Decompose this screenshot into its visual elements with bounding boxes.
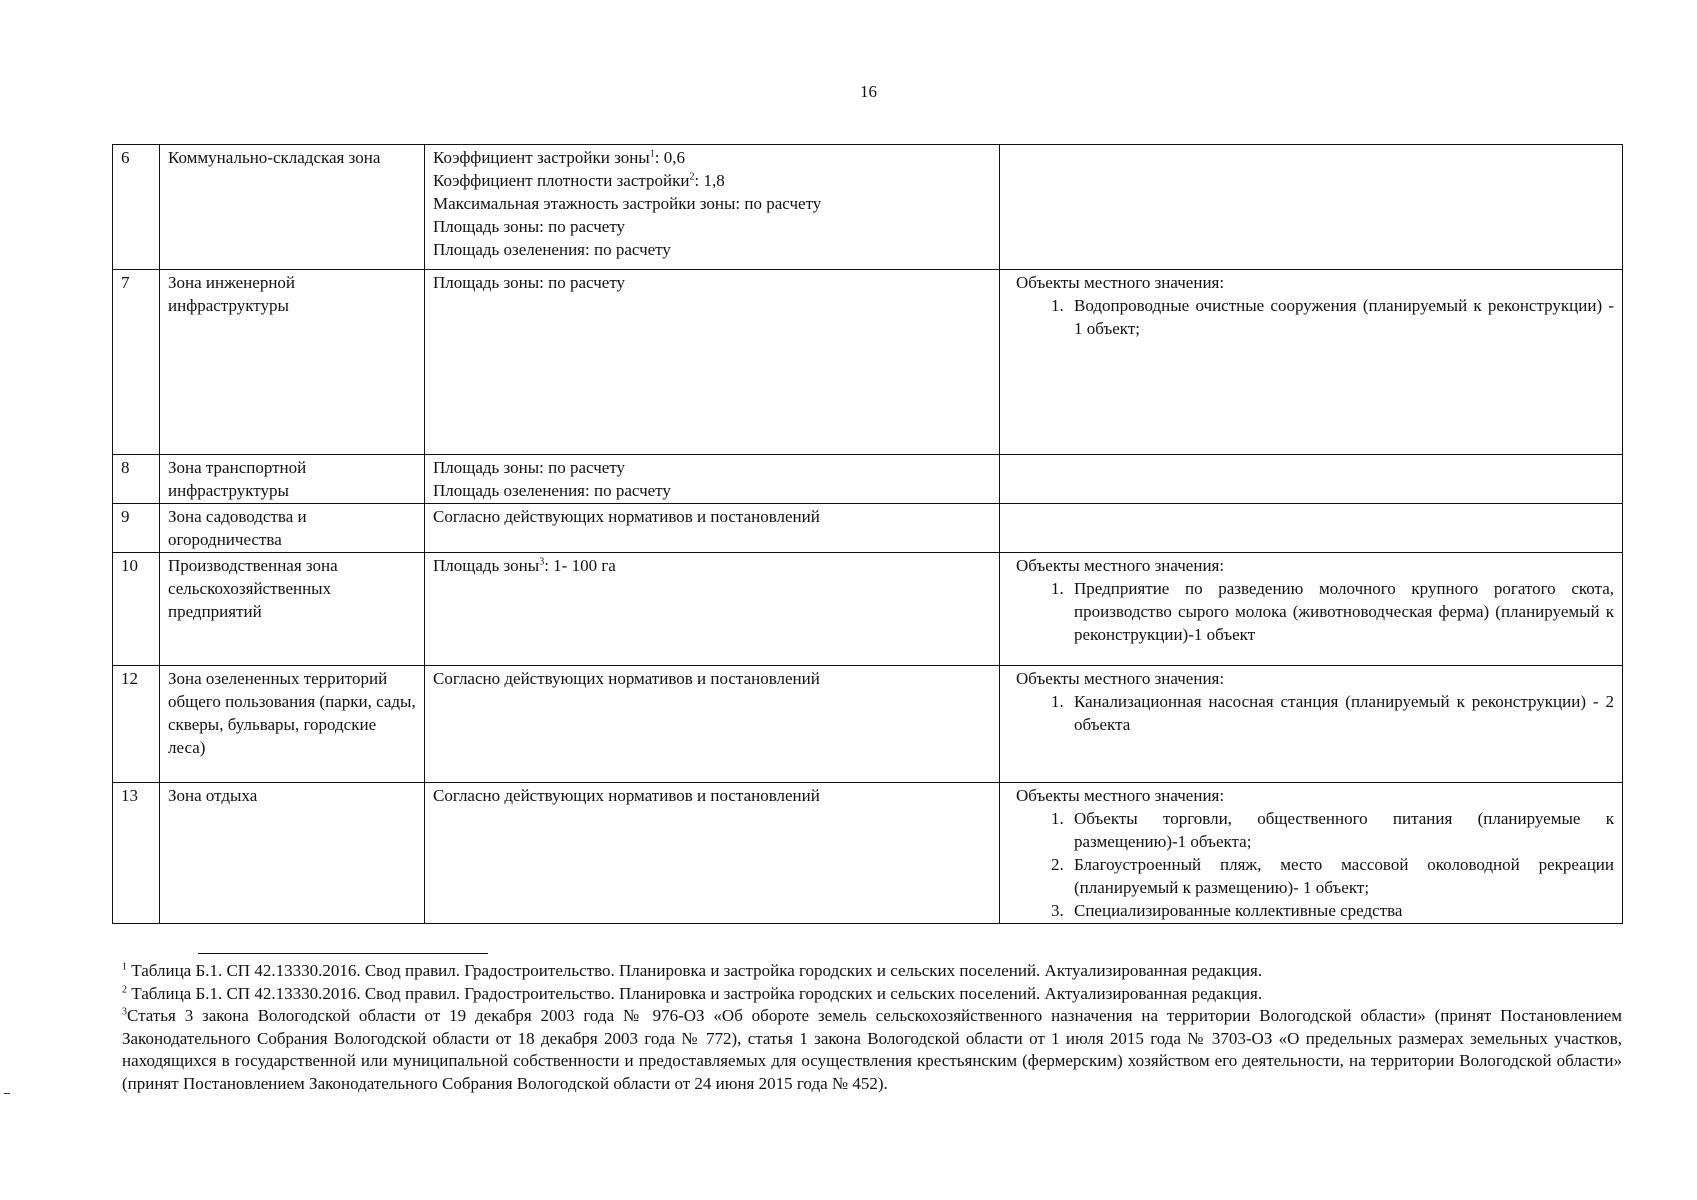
objects-list (1008, 807, 1614, 922)
footnote-ref: 3 (539, 556, 545, 568)
row-number: 8 (113, 455, 160, 504)
parameter-line (433, 784, 991, 807)
footnote-ref: 2 (689, 171, 695, 183)
footnote-text: Таблица Б.1. СП 42.13330.2016. Свод правил. Градостроительство. Планировка и застройка городских и сельских поселений. Актуализированная редакция. (127, 983, 1263, 1003)
zone-parameters (425, 783, 1000, 924)
objects-title: Объекты местного значения: (1016, 556, 1225, 575)
table-row (113, 270, 1623, 455)
object-item: 1. Предприятие по разведению молочного крупного рогатого скота, производство сырого молока (животноводческая ферма) (планируемый к реконструкции)-1 объект (1068, 577, 1614, 646)
parameter-text: Максимальная этажность застройки зоны: по расчету (433, 194, 822, 213)
zone-name: Зона садоводства и огородничества (160, 504, 425, 553)
zone-parameters (425, 455, 1000, 504)
table-row (113, 783, 1623, 924)
row-number: 9 (113, 504, 160, 553)
footnote-mark: 1 (122, 961, 127, 973)
table-row (113, 145, 1623, 270)
parameter-text: Коэффициент плотности застройки (433, 171, 690, 190)
footnote-mark: 3 (122, 1006, 127, 1018)
page-number: 16 (860, 82, 877, 101)
parameter-text: Согласно действующих нормативов и постановлений (433, 669, 820, 688)
zone-parameters (425, 666, 1000, 783)
parameter-text: Коэффициент застройки зоны (433, 148, 650, 167)
parameter-line (433, 192, 991, 215)
parameter-text: Площадь озеленения: по расчету (433, 481, 671, 500)
table-row (113, 553, 1623, 666)
object-item: 1. Канализационная насосная станция (планируемый к реконструкции) - 2 объекта (1068, 690, 1614, 736)
row-number: 13 (113, 783, 160, 924)
parameter-text: Площадь зоны: по расчету (433, 273, 626, 292)
parameter-value: : 1- 100 га (544, 556, 616, 575)
object-item: 1. Водопроводные очистные сооружения (планируемый к реконструкции) - 1 объект; (1068, 294, 1614, 340)
row-number: 12 (113, 666, 160, 783)
zone-name: Зона инженерной инфраструктуры (160, 270, 425, 455)
row-number: 6 (113, 145, 160, 270)
zone-parameters (425, 553, 1000, 666)
footnotes (122, 960, 1622, 1095)
local-objects (1000, 455, 1623, 504)
zone-name: Коммунально-складская зона (160, 145, 425, 270)
parameter-line (433, 215, 991, 238)
objects-title: Объекты местного значения: (1016, 786, 1225, 805)
parameter-line (433, 667, 991, 690)
footnote-text: Статья 3 закона Вологодской области от 19 декабря 2003 года № 976-ОЗ «Об обороте земель сельскохозяйственного назначения на территории Вологодской области» (принят Постановлением Законодательного Собрания Вологодской области от 18 декабря 2003 года № 772), статья 1 закона Вологодской области от 1 июля 2015 года № 3703-ОЗ «О предельных размерах земельных участков, находящихся в государственной или муниципальной собственности и предоставляемых для осуществления крестьянским (фермерским) хозяйством его деятельности, на территории Вологодской области» (принят Постановлением Законодательного Собрания Вологодской области от 24 июня 2015 года № 452). (122, 1006, 1622, 1093)
parameter-text: Площадь зоны: по расчету (433, 217, 626, 236)
parameter-value: : 0,6 (654, 148, 685, 167)
parameter-line (433, 271, 991, 294)
zones-table-body (113, 145, 1623, 924)
zone-name: Производственная зона сельскохозяйственных предприятий (160, 553, 425, 666)
local-objects (1000, 145, 1623, 270)
parameter-text: Площадь озеленения: по расчету (433, 240, 671, 259)
object-item: 2. Благоустроенный пляж, место массовой околоводной рекреации (планируемый к размещению)- 1 объект; (1068, 853, 1614, 899)
parameter-line (433, 505, 991, 528)
zone-parameters (425, 145, 1000, 270)
objects-list (1008, 690, 1614, 736)
footnote-text: Таблица Б.1. СП 42.13330.2016. Свод правил. Градостроительство. Планировка и застройка городских и сельских поселений. Актуализированная редакция. (127, 961, 1263, 980)
local-objects (1000, 553, 1623, 666)
zone-parameters (425, 270, 1000, 455)
parameter-line (433, 479, 991, 502)
parameter-line (433, 238, 991, 261)
footnote-mark: 2 (122, 983, 127, 995)
parameter-text: Согласно действующих нормативов и постановлений (433, 507, 820, 526)
parameter-line (433, 169, 991, 192)
margin-mark (4, 1093, 10, 1094)
object-item: 3. Специализированные коллективные средства (1068, 899, 1614, 922)
zone-name: Зона озелененных территорий общего пользования (парки, сады, скверы, бульвары, городские леса) (160, 666, 425, 783)
zone-parameters (425, 504, 1000, 553)
row-number: 10 (113, 553, 160, 666)
footnote (122, 983, 1622, 1006)
local-objects (1000, 783, 1623, 924)
parameter-text: Согласно действующих нормативов и постановлений (433, 786, 820, 805)
local-objects (1000, 270, 1623, 455)
objects-list (1008, 294, 1614, 340)
parameter-value: : 1,8 (694, 171, 725, 190)
local-objects (1000, 504, 1623, 553)
parameter-line (433, 146, 991, 169)
zone-name: Зона отдыха (160, 783, 425, 924)
table-row (113, 455, 1623, 504)
parameter-line (433, 456, 991, 479)
zone-name: Зона транспортной инфраструктуры (160, 455, 425, 504)
local-objects (1000, 666, 1623, 783)
footnote (122, 1005, 1622, 1095)
objects-title: Объекты местного значения: (1016, 669, 1225, 688)
parameter-line (433, 554, 991, 577)
footnote-separator (198, 953, 488, 954)
footnote (122, 960, 1622, 983)
object-item: 1. Объекты торговли, общественного питания (планируемые к размещению)-1 объекта; (1068, 807, 1614, 853)
row-number: 7 (113, 270, 160, 455)
parameter-text: Площадь зоны (433, 556, 540, 575)
objects-list (1008, 577, 1614, 646)
table-row (113, 504, 1623, 553)
table-row (113, 666, 1623, 783)
zones-table (112, 144, 1623, 924)
footnote-ref: 1 (649, 148, 655, 160)
parameter-text: Площадь зоны: по расчету (433, 458, 626, 477)
objects-title: Объекты местного значения: (1016, 273, 1225, 292)
